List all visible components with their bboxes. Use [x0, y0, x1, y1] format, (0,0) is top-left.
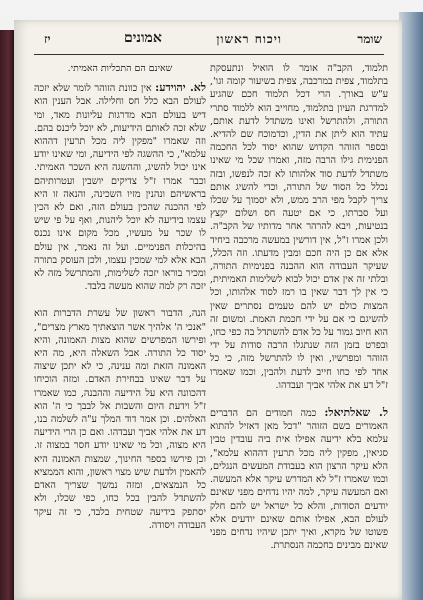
paragraph	[210, 406, 388, 552]
paragraph-text: כמה חמודים הם הדברים האמורים בשם הזוהר "דכל מאן דאזיל להתוא עלמא בלא ידיעה אפילו אית ביה עובדין טבין סגיאין, מפקין ליה מכל תרעין דההוא עלמא", הלא עיקר הרצון הוא בעבודת המעשים הנגלים, וכמו שאמרו ז"ל לא המדרש עיקר אלא המעשה. ואם המעשה עיקר, למה יהיו נדחים מפני שאינם יודעים הסודות, והלא כל ישראל יש להם חלק לעולם הבא, אפילו אותם שאינם יודעים אלא פשוטו של מקרא, ואיך יתכן שיהיו נדחים מפני שאינם מבינים בחכמה הנסתרת.	[210, 408, 388, 552]
paragraph: תלמוד, הקב"ה אומר לו הואיל ונתעסקת בתלמוד, צפית במרכבה, צפית בשיעור קומה וגו', ע"ש באורך. הרי דכל תלמוד חכם שהגיע למדרגת העיון בתלמוד, מחוייב הוא ללמוד סתרי התורה, ולהתרשל ואינו משתדל לדעת אותם, עתיד הוא ליתן את הדין, וכדמוכח שם להדיא. ובספר הזוהר הקדוש שהוא יסוד לכל החכמה הפנימית גילו הרבה מזה, ואמרו שכל מי שאינו משתדל לדעת סוד אלהותו לא זכה לנפשו, ובזה נכלל כל הסוד של התורה, וכדי להשיג אותם צריך לקבל מפי הרב ממש, ולא יסמוך על שכלו ועל סברתו, כי אם יטעה חס ושלום יקצץ בנטיעות, ויבא להרהר אחר מדותיו של הקב"ה. ולכן אמרו ז"ל, אין דורשין במעשה מרכבה ביחיד אלא אם כן היה חכם ומבין מדעתו. וזה הכלל, שעיקר העבודה הוא ההבנה בפנימיות התורה, ובלתי זה אין אדם יכול לבוא לשלימות האמיתית, כי אין לך דבר שאין בו רמז לסוד אלהותו, וכל המצות כולם יש להם טעמים נסתרים שאין להשיגם כי אם על ידי חכמת האמת. ומשום זה הוא חיוב גמור על כל אדם להשתדל בה כפי כחו, ובפרט בזמן הזה שנתגלו הרבה סודות על ידי הזוהר ומפרשיו, ואין לו להתרשל מזה, כי כל אחד לפי כחו חייב לדעת ולהבין, וכמו שאמרו ז"ל דע את אלהי אביך ועבדהו.	[210, 63, 388, 391]
running-header	[14, 32, 402, 54]
book-cover-edge	[399, 12, 423, 600]
speaker-heading: ל. שאלתיאל:	[324, 406, 388, 420]
paragraph	[34, 81, 206, 293]
header-center: ויכוח ראשון	[216, 32, 282, 46]
header-rule	[34, 54, 384, 55]
header-right: שומר	[357, 32, 382, 46]
book-page	[14, 20, 402, 600]
book-binding-edge	[0, 30, 14, 600]
continuation-line: שאינם הם התכליות האמיתי.	[67, 63, 173, 74]
page-number: יז	[44, 32, 51, 46]
header-title: אמונים	[124, 30, 162, 46]
paragraph-text: אין כוונת הזוהר לומר שלא יזכה לעולם הבא כלל חס וחלילה. אבל הענין הוא דיש בעולם הבא מדרגות עליונות מאד, ומי שלא זכה לאותם הידיעות, לא יוכל ליכנס בהם. וזה שאמרו "מפקין ליה מכל תרעין דההוא עלמא", כי ההשגה לפי הידיעה, ומי שאינו יודע אינו יכול להשיג, וההשגה היא השכר האמיתי. וכבר אמרו ז"ל צדיקים יושבין ועטרותיהם בראשיהם ונהנין מזיו השכינה, והנאה זו היא לפי ההכנה שהכין בעולם הזה, ואם לא הכין עצמו בידיעה לא יוכל ליהנות, ואף על פי שיש לו שכר על מעשיו, מכל מקום אינו נכנס בהיכלות הפנימיים. ועל זה נאמר, אין עולם הבא אלא למי שמכין עצמו, ולכן העוסק בתורה ומכיר בוראו יזכה לשלימות, והמתרשל מזה לא יזכה רק למה שהוא מעשה בלבד.	[34, 83, 206, 293]
paragraph: הנה, הדבור ראשון של עשרת הדברות הוא "אנכי ה' אלהיך אשר הוצאתיך מארץ מצרים", ופירשו המפרשים שהוא מצות האמונה, והיא יסוד כל התורה. אבל השאלה היא, מה היא האמונה הזאת ומה ענינה, כי לא יתכן שיצוה על דבר שאינו בבחירת האדם. ומזה הוכיחו דהכוונה היא על הידיעה וההבנה, כמו שאמרו ז"ל וידעת היום והשבות אל לבבך כי ה' הוא האלהים. וכן אמר דוד המלך ע"ה לשלמה בנו, דע את אלהי אביך ועבדהו. ואם כן הרי הידיעה היא מצוה, וכל מי שאינו יודע חסר במצוה זו. וכן פירשו בספר החינוך, שמצות האמונה היא להאמין ולדעת שיש מצוי ראשון, והוא הממציא כל הנמצאים, ומזה נמשך שצריך האדם להשתדל להבין בכל כחו, כפי שכלו, ולא יסתפק בידיעה שטחית בלבד, כי זה עיקר העבודה ויסודה.	[34, 308, 206, 531]
speaker-heading: לא. יהוידע:	[155, 81, 206, 95]
left-column	[34, 62, 206, 592]
right-column	[210, 62, 388, 592]
